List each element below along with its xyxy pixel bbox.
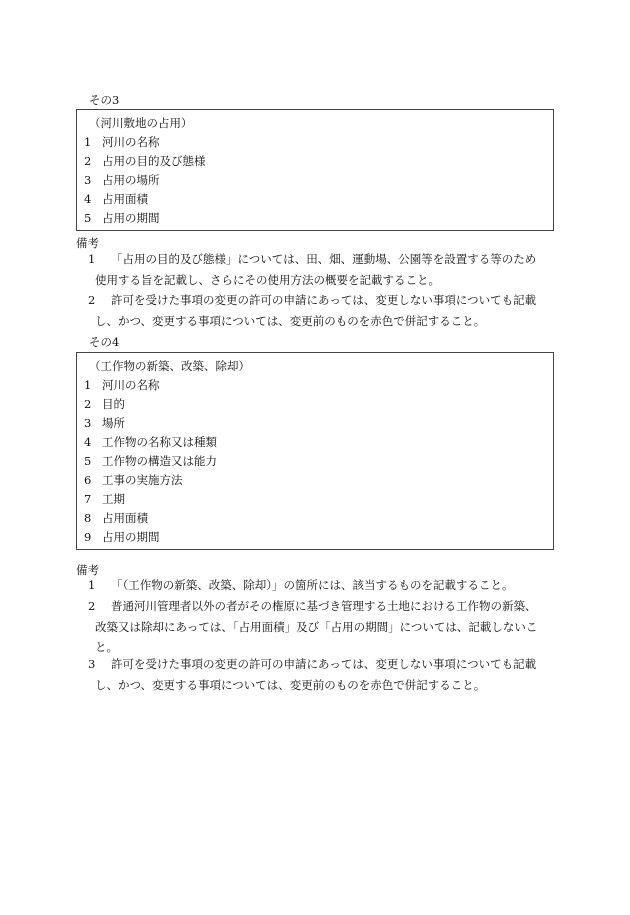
list-item — [77, 509, 553, 528]
list-item — [77, 490, 553, 509]
note-number: 1 — [88, 578, 96, 592]
section3-label: その3 — [89, 93, 120, 107]
item-number: 4 — [84, 192, 92, 206]
section4-box-title: （工作物の新築、改築、除却） — [89, 359, 250, 373]
section4-note — [76, 596, 554, 658]
list-item — [77, 471, 553, 490]
list-item — [77, 152, 553, 171]
item-number: 2 — [84, 397, 92, 411]
list-item — [77, 209, 553, 228]
item-number: 8 — [84, 511, 92, 525]
item-text: 占用の場所 — [102, 173, 160, 187]
section4-note — [76, 654, 554, 695]
section3-box — [76, 109, 554, 231]
section3-note — [76, 249, 554, 290]
item-text: 河川の名称 — [102, 378, 160, 392]
note-line: 「占用の目的及び態様」については、田、畑、運動場、公園等を設置する等のため — [111, 252, 537, 266]
list-item — [77, 433, 553, 452]
note-number: 1 — [88, 252, 96, 266]
list-item — [77, 190, 553, 209]
item-number: 1 — [84, 135, 92, 149]
section3-note — [76, 290, 554, 331]
item-text: 工作物の構造又は能力 — [102, 454, 217, 468]
list-item — [77, 414, 553, 433]
item-number: 3 — [84, 416, 92, 430]
item-text: 占用の期間 — [102, 211, 160, 225]
item-text: 占用面積 — [102, 192, 148, 206]
list-item — [77, 395, 553, 414]
note-line: 使用する旨を記載し、さらにその使用方法の概要を記載すること。 — [95, 272, 440, 287]
item-text: 占用の期間 — [102, 530, 160, 544]
note-line: し、かつ、変更する事項については、変更前のものを赤色で併記すること。 — [95, 677, 486, 692]
item-text: 工事の実施方法 — [102, 473, 183, 487]
section4-label: その4 — [89, 335, 120, 349]
item-number: 3 — [84, 173, 92, 187]
item-text: 工期 — [102, 492, 125, 506]
note-line: 許可を受けた事項の変更の許可の申請にあっては、変更しない事項についても記載 — [111, 657, 537, 671]
list-item — [77, 452, 553, 471]
item-text: 占用面積 — [102, 511, 148, 525]
note-line: し、かつ、変更する事項については、変更前のものを赤色で併記すること。 — [95, 313, 486, 328]
list-item — [77, 528, 553, 547]
section4-box — [76, 352, 554, 550]
item-number: 2 — [84, 154, 92, 168]
item-number: 4 — [84, 435, 92, 449]
note-number: 3 — [88, 657, 96, 671]
item-number: 9 — [84, 530, 92, 544]
item-text: 場所 — [102, 416, 125, 430]
item-text: 目的 — [102, 397, 125, 411]
item-number: 5 — [84, 211, 92, 225]
section4-notes-heading: 備考 — [76, 563, 99, 577]
list-item — [77, 171, 553, 190]
note-line: 普通河川管理者以外の者がその権原に基づき管理する土地における工作物の新築、 — [111, 599, 537, 613]
item-number: 6 — [84, 473, 92, 487]
item-number: 7 — [84, 492, 92, 506]
note-number: 2 — [88, 293, 96, 307]
item-text: 占用の目的及び態様 — [102, 154, 206, 168]
note-number: 2 — [88, 599, 96, 613]
section3-box-title: （河川敷地の占用） — [89, 116, 193, 130]
item-number: 5 — [84, 454, 92, 468]
list-item — [77, 376, 553, 395]
section3-notes-heading: 備考 — [76, 236, 99, 250]
item-text: 河川の名称 — [102, 135, 160, 149]
item-text: 工作物の名称又は種類 — [102, 435, 217, 449]
section4-note — [76, 575, 554, 596]
note-line: 許可を受けた事項の変更の許可の申請にあっては、変更しない事項についても記載 — [111, 293, 537, 307]
note-line: と。 — [95, 640, 118, 654]
item-number: 1 — [84, 378, 92, 392]
list-item — [77, 133, 553, 152]
note-line: 「（工作物の新築、改築、除却）」の箇所には、該当するものを記載すること。 — [111, 578, 514, 592]
note-line: 改築又は除却にあっては、「占用面積」及び「占用の期間」については、記載しないこ — [95, 619, 538, 634]
